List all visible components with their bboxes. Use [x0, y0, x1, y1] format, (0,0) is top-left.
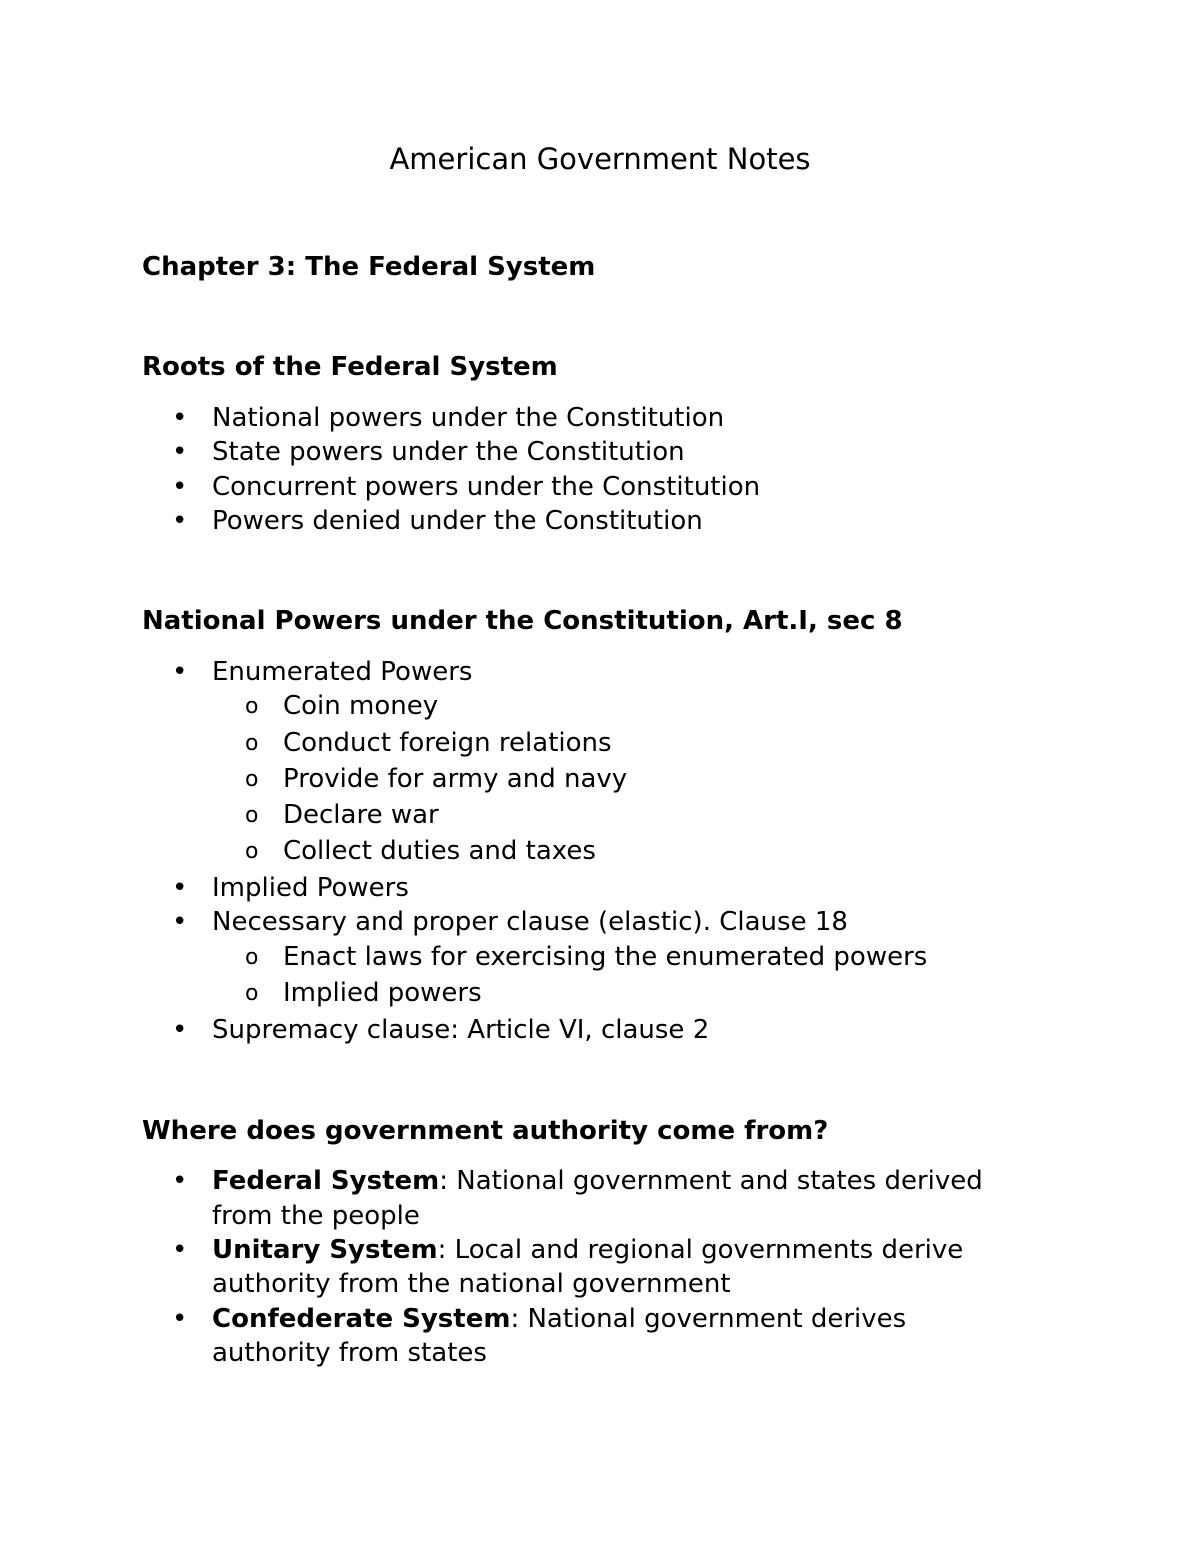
list-item: National powers under the Constitution	[212, 403, 725, 433]
list-item: Concurrent powers under the Constitution	[212, 472, 761, 502]
sub-bullet-icon: o	[245, 694, 259, 719]
bullet-icon: •	[172, 907, 188, 937]
document-title: American Government Notes	[389, 142, 811, 176]
bullet-icon: •	[172, 437, 188, 467]
sub-list-item: Collect duties and taxes	[283, 836, 596, 866]
bullet-icon: •	[172, 1015, 188, 1045]
list-item	[212, 1233, 963, 1267]
sub-bullet-icon: o	[245, 945, 259, 970]
term-label: Unitary System	[212, 1235, 438, 1265]
section-heading-national-powers: National Powers under the Constitution, Art.I, sec 8	[142, 606, 903, 636]
list-item	[212, 1302, 906, 1336]
term-label: Federal System	[212, 1166, 440, 1196]
sub-list-item: Declare war	[283, 800, 439, 830]
bullet-icon: •	[172, 657, 188, 687]
section-heading-roots: Roots of the Federal System	[142, 352, 558, 382]
list-item: State powers under the Constitution	[212, 437, 685, 467]
bullet-icon: •	[172, 506, 188, 536]
list-item: Supremacy clause: Article VI, clause 2	[212, 1015, 710, 1045]
definition-text: : National government derives	[510, 1304, 907, 1334]
bullet-icon: •	[172, 873, 188, 903]
definition-text: : Local and regional governments derive	[437, 1235, 964, 1265]
list-item: Powers denied under the Constitution	[212, 506, 703, 536]
sub-list-item: Provide for army and navy	[283, 764, 628, 794]
definition-continuation: authority from the national government	[212, 1269, 731, 1299]
list-item: Necessary and proper clause (elastic). Clause 18	[212, 907, 848, 937]
sub-list-item: Coin money	[283, 691, 439, 721]
list-item: Implied Powers	[212, 873, 409, 903]
bullet-icon: •	[172, 1235, 188, 1265]
term-label: Confederate System	[212, 1304, 511, 1334]
list-item: Enumerated Powers	[212, 657, 473, 687]
sub-bullet-icon: o	[245, 767, 259, 792]
sub-list-item: Enact laws for exercising the enumerated powers	[283, 942, 928, 972]
bullet-icon: •	[172, 472, 188, 502]
bullet-icon: •	[172, 1304, 188, 1334]
bullet-icon: •	[172, 1166, 188, 1196]
sub-list-item: Conduct foreign relations	[283, 728, 612, 758]
section-heading-authority: Where does government authority come from?	[142, 1116, 829, 1146]
sub-list-item: Implied powers	[283, 978, 482, 1008]
bullet-icon: •	[172, 403, 188, 433]
definition-text: : National government and states derived	[439, 1166, 983, 1196]
chapter-heading: Chapter 3: The Federal System	[142, 252, 596, 282]
sub-bullet-icon: o	[245, 981, 259, 1006]
list-item	[212, 1164, 983, 1198]
sub-bullet-icon: o	[245, 839, 259, 864]
definition-continuation: from the people	[212, 1201, 420, 1231]
sub-bullet-icon: o	[245, 731, 259, 756]
definition-continuation: authority from states	[212, 1338, 487, 1368]
sub-bullet-icon: o	[245, 803, 259, 828]
